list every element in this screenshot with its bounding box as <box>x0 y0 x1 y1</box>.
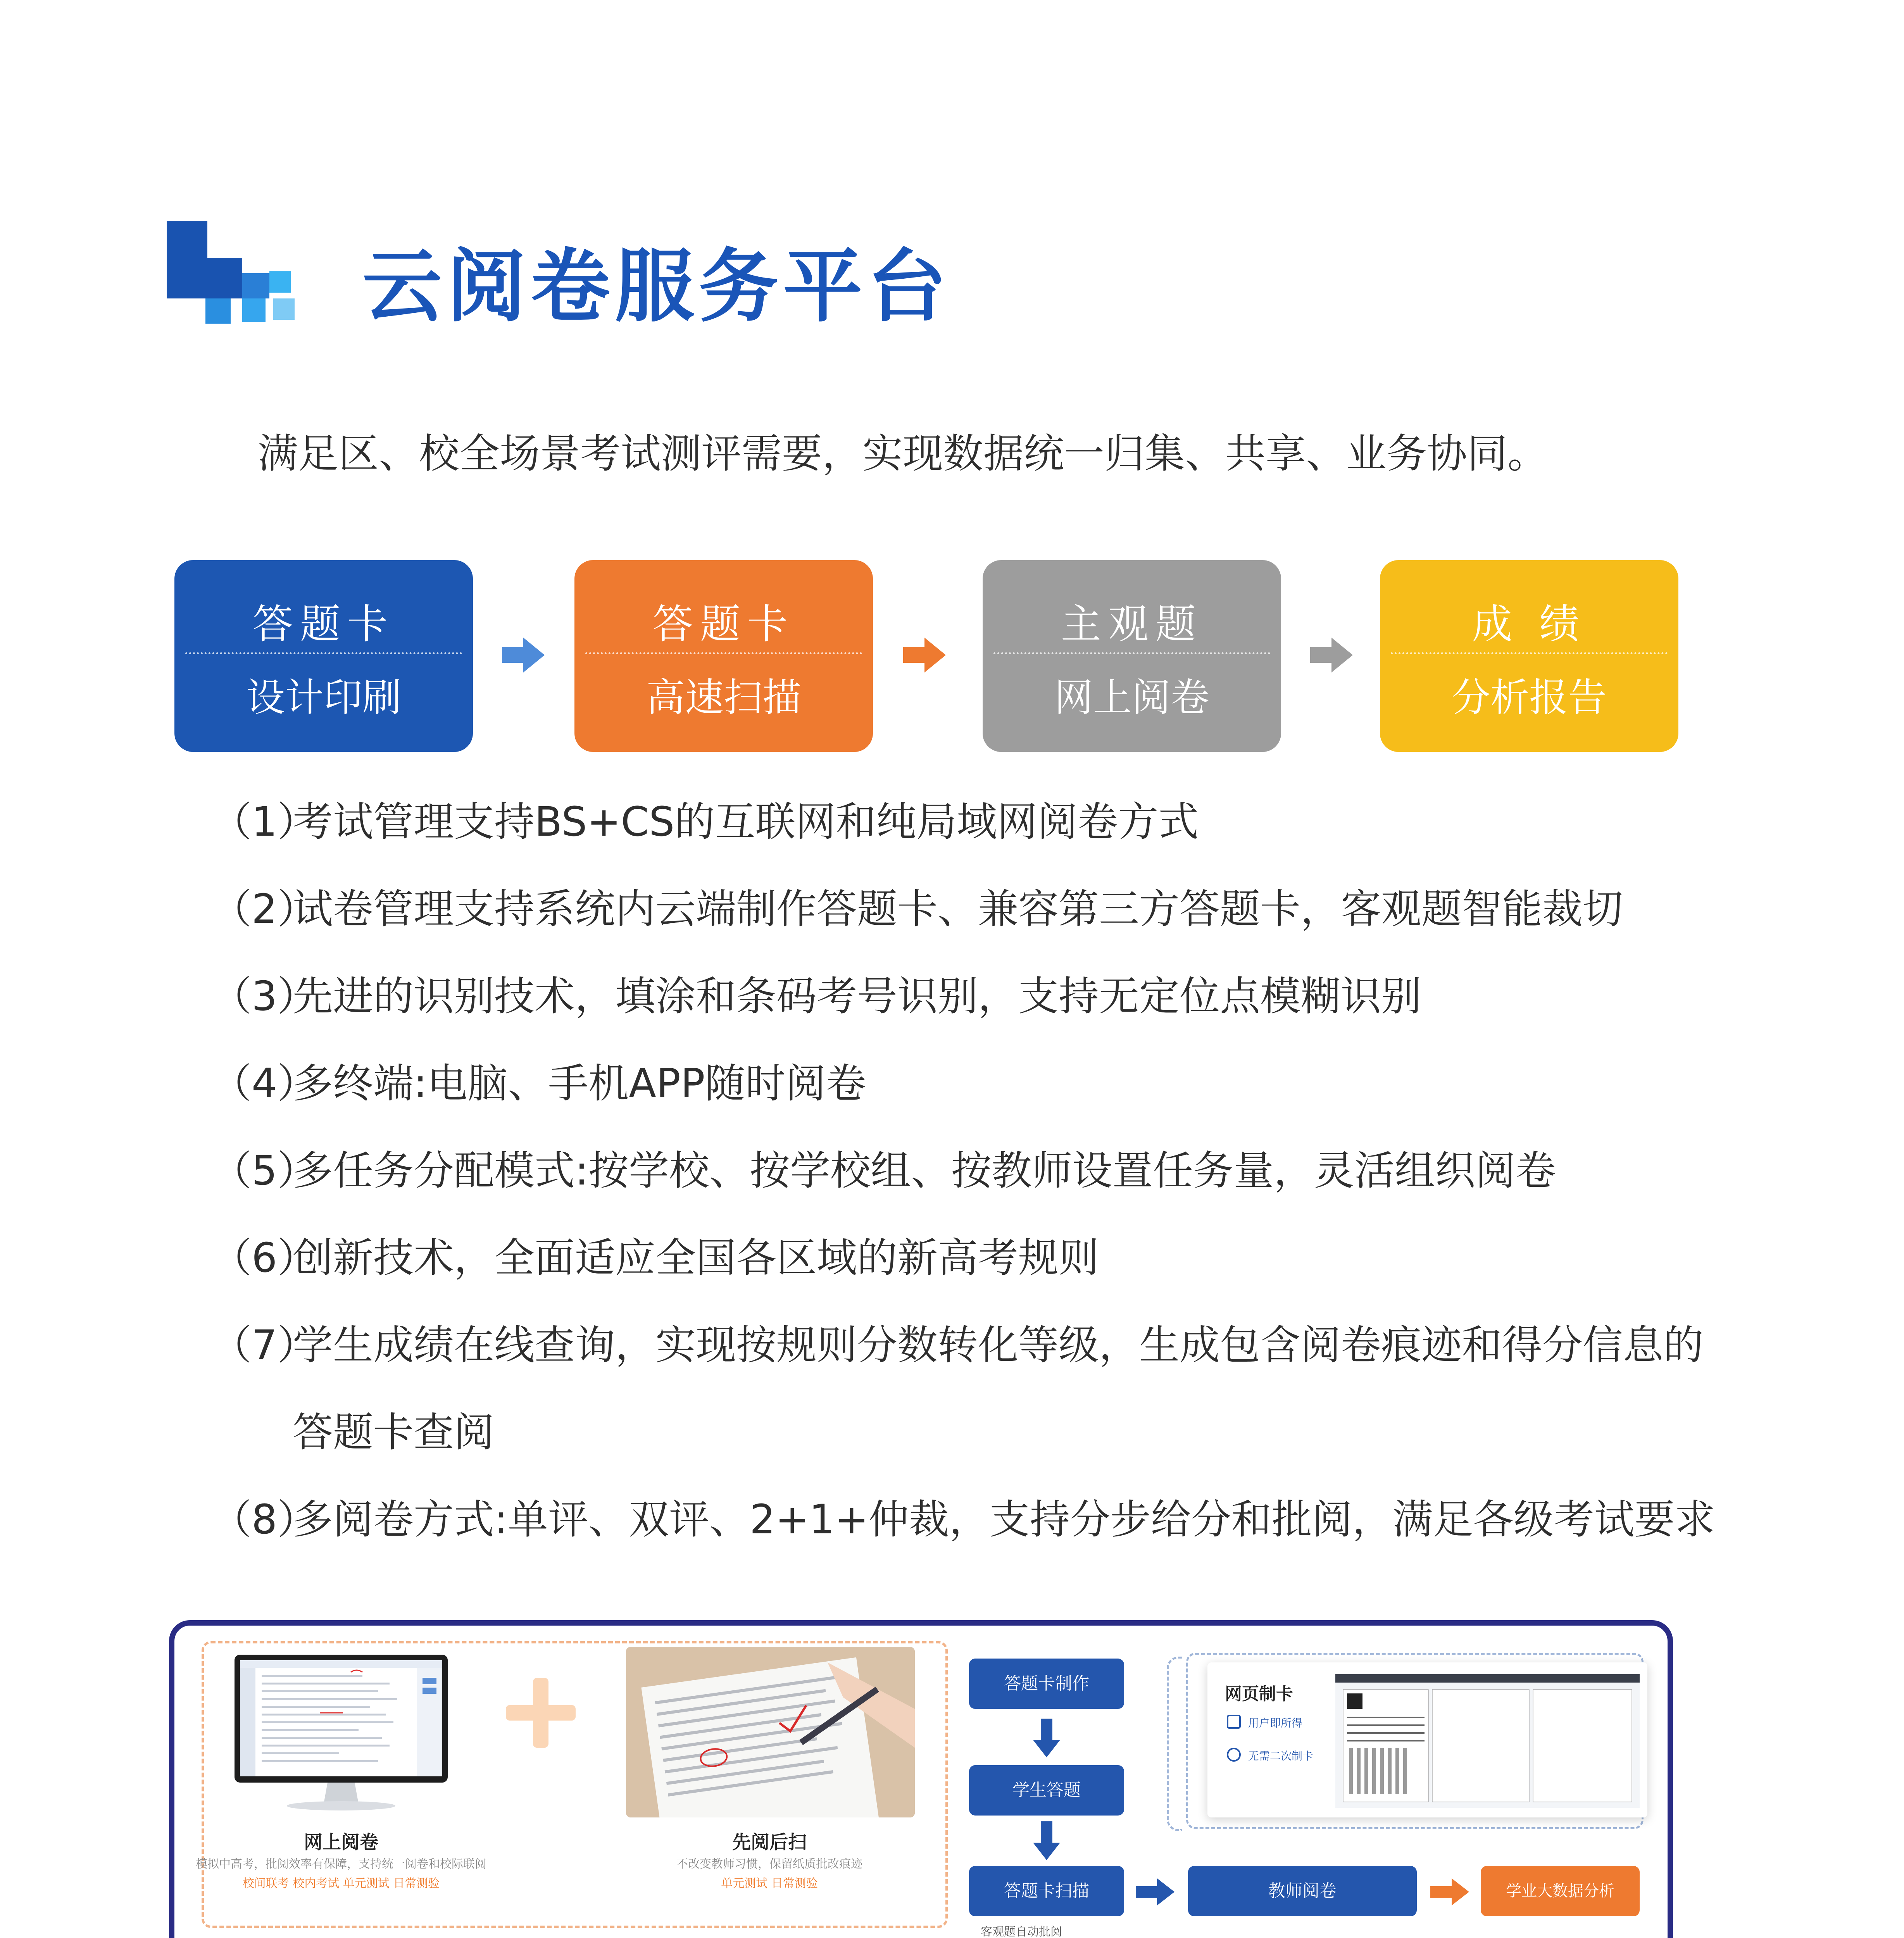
feature-item-1: （1）考试管理支持BS+CS的互联网和纯局域网阅卷方式 <box>211 798 1199 845</box>
flow-teacher-marking: 教师阅卷 <box>1188 1866 1417 1916</box>
arrow-right-icon <box>1310 636 1353 674</box>
step-line1: 答题卡 <box>652 600 795 648</box>
online-marking-title: 网上阅卷 <box>304 1831 378 1853</box>
flow-card-scan: 答题卡扫描 <box>969 1866 1124 1916</box>
feature-item-7-cont: 答题卡查阅 <box>293 1409 495 1456</box>
arrow-right-icon <box>1136 1878 1174 1905</box>
feature-item-8: （8）多阅卷方式:单评、双评、2+1+仲裁，支持分步给分和批阅，满足各级考试要求 <box>211 1496 1715 1543</box>
web-card-option-1: 用户即所得 <box>1248 1717 1303 1729</box>
arrow-right-icon <box>502 636 545 674</box>
step-line2: 网上阅卷 <box>1054 675 1209 720</box>
web-card-title: 网页制卡 <box>1225 1684 1293 1704</box>
workflow-panel <box>169 1620 1673 1938</box>
computer-monitor-icon <box>235 1655 448 1812</box>
brand-logo-icon <box>167 221 329 349</box>
feature-item-6: （6）创新技术，全面适应全国各区域的新高考规则 <box>211 1234 1099 1281</box>
step-score-report <box>1380 560 1678 752</box>
auto-marking-note: 客观题自动批阅 <box>981 1925 1062 1938</box>
step-card-design <box>174 560 473 752</box>
step-divider <box>585 652 862 654</box>
refresh-icon <box>1227 1748 1241 1762</box>
step-line1: 成 绩 <box>1472 600 1587 648</box>
flow-big-data-analysis: 学业大数据分析 <box>1481 1866 1640 1916</box>
flow-make-card: 答题卡制作 <box>969 1659 1124 1709</box>
step-line2: 分析报告 <box>1452 675 1607 720</box>
paper-marking-photo <box>626 1647 915 1817</box>
answer-card-editor-screenshot <box>1335 1674 1640 1808</box>
feature-item-7: （7）学生成绩在线查询，实现按规则分数转化等级，生成包含阅卷痕迹和得分信息的 <box>211 1321 1704 1369</box>
page-subtitle: 满足区、校全场景考试测评需要，实现数据统一归集、共享、业务协同。 <box>258 430 1548 477</box>
paper-marking-desc: 不改变教师习惯，保留纸质批改痕迹 <box>676 1857 862 1871</box>
page-title: 云阅卷服务平台 <box>362 241 951 333</box>
step-divider <box>993 652 1270 654</box>
paper-marking-title: 先阅后扫 <box>732 1831 807 1853</box>
arrow-right-icon <box>903 636 946 674</box>
doc-icon <box>1227 1715 1241 1729</box>
flow-student-answer: 学生答题 <box>969 1765 1124 1816</box>
step-divider <box>185 652 462 654</box>
step-line2: 高速扫描 <box>646 675 801 720</box>
arrow-down-icon <box>1033 1719 1060 1757</box>
arrow-down-icon <box>1033 1821 1060 1860</box>
feature-item-2: （2）试卷管理支持系统内云端制作答题卡、兼容第三方答题卡，客观题智能裁切 <box>211 885 1623 933</box>
online-marking-tags: 校间联考 校内考试 单元测试 日常测验 <box>242 1877 440 1890</box>
arrow-right-icon <box>1430 1878 1469 1905</box>
step-online-marking <box>983 560 1281 752</box>
feature-item-3: （3）先进的识别技术，填涂和条码考号识别，支持无定位点模糊识别 <box>211 972 1422 1020</box>
step-line1: 主观题 <box>1061 600 1203 648</box>
step-divider <box>1391 652 1668 654</box>
feature-item-4: （4）多终端:电脑、手机APP随时阅卷 <box>211 1060 866 1107</box>
web-card-preview <box>1207 1662 1647 1817</box>
step-line1: 答题卡 <box>252 600 395 648</box>
paper-marking-tags: 单元测试 日常测验 <box>721 1877 818 1890</box>
plus-icon <box>506 1678 576 1748</box>
feature-item-5: （5）多任务分配模式:按学校、按学校组、按教师设置任务量，灵活组织阅卷 <box>211 1147 1556 1194</box>
step-card-scan <box>574 560 873 752</box>
flow-bracket <box>1167 1657 1182 1831</box>
web-card-option-2: 无需二次制卡 <box>1248 1750 1314 1762</box>
online-marking-desc: 模拟中高考，批阅效率有保障，支持统一阅卷和校际联阅 <box>196 1857 486 1871</box>
step-line2: 设计印刷 <box>246 675 401 720</box>
